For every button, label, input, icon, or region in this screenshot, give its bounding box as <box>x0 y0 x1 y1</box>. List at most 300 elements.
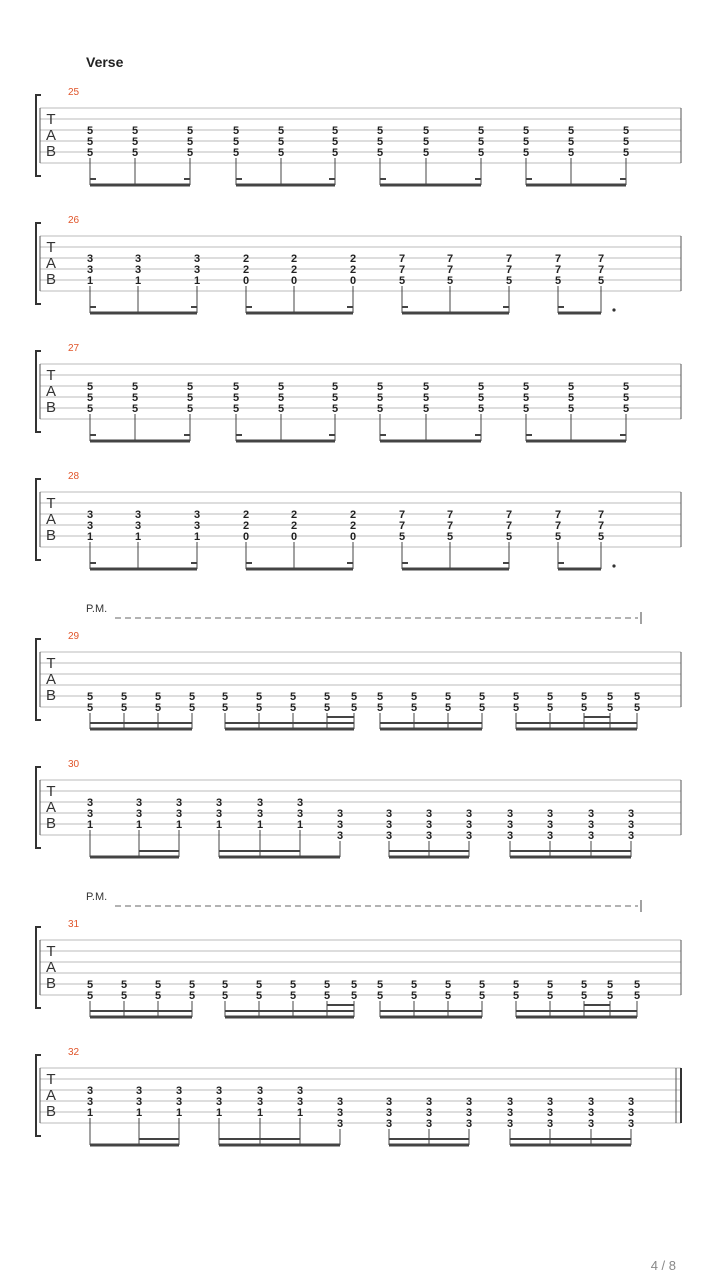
fret-number: 3 <box>587 1096 595 1108</box>
fret-number: 5 <box>410 990 418 1002</box>
fret-number: 5 <box>512 691 520 703</box>
fret-number: 5 <box>154 979 162 991</box>
fret-number: 2 <box>349 253 357 265</box>
fret-number: 3 <box>627 1096 635 1108</box>
fret-number: 5 <box>622 403 630 415</box>
fret-number: 5 <box>522 147 530 159</box>
fret-number: 5 <box>277 147 285 159</box>
fret-number: 5 <box>277 392 285 404</box>
measure-number: 28 <box>68 471 80 482</box>
fret-number: 1 <box>296 819 304 831</box>
fret-number: 3 <box>465 819 473 831</box>
fret-number: 5 <box>232 136 240 148</box>
fret-number: 3 <box>425 1096 433 1108</box>
fret-number: 5 <box>422 392 430 404</box>
fret-number: 5 <box>376 979 384 991</box>
fret-number: 3 <box>465 1107 473 1119</box>
fret-number: 5 <box>478 979 486 991</box>
fret-number: 5 <box>478 990 486 1002</box>
fret-number: 5 <box>546 979 554 991</box>
fret-number: 5 <box>323 979 331 991</box>
fret-number: 0 <box>349 275 357 287</box>
fret-number: 5 <box>554 531 562 543</box>
fret-number: 5 <box>350 979 358 991</box>
fret-number: 1 <box>193 531 201 543</box>
fret-number: 1 <box>256 819 264 831</box>
fret-number: 5 <box>622 136 630 148</box>
fret-number: 2 <box>290 264 298 276</box>
fret-number: 5 <box>478 691 486 703</box>
fret-number: 5 <box>120 990 128 1002</box>
fret-number: 5 <box>505 275 513 287</box>
fret-number: 3 <box>256 1085 264 1097</box>
fret-number: 3 <box>465 1118 473 1130</box>
fret-number: 3 <box>135 1085 143 1097</box>
fret-number: 5 <box>580 702 588 714</box>
fret-number: 5 <box>444 702 452 714</box>
fret-number: 5 <box>277 136 285 148</box>
fret-number: 5 <box>606 979 614 991</box>
fret-number: 5 <box>255 990 263 1002</box>
fret-number: 3 <box>425 830 433 842</box>
fret-number: 5 <box>331 381 339 393</box>
fret-number: 5 <box>376 392 384 404</box>
fret-number: 3 <box>425 819 433 831</box>
fret-number: 3 <box>587 1118 595 1130</box>
fret-number: 3 <box>627 819 635 831</box>
fret-number: 5 <box>350 702 358 714</box>
fret-number: 5 <box>232 403 240 415</box>
fret-number: 3 <box>193 253 201 265</box>
fret-number: 1 <box>135 819 143 831</box>
fret-number: 7 <box>505 264 513 276</box>
fret-number: 5 <box>512 990 520 1002</box>
fret-number: 5 <box>232 125 240 137</box>
fret-number: 5 <box>131 125 139 137</box>
fret-number: 5 <box>622 381 630 393</box>
fret-number: 3 <box>587 819 595 831</box>
fret-number: 5 <box>188 702 196 714</box>
fret-number: 5 <box>446 531 454 543</box>
fret-number: 5 <box>255 702 263 714</box>
fret-number: 3 <box>175 797 183 809</box>
fret-number: 5 <box>622 125 630 137</box>
fret-number: 7 <box>554 253 562 265</box>
fret-number: 1 <box>175 1107 183 1119</box>
fret-number: 2 <box>290 253 298 265</box>
fret-number: 7 <box>597 520 605 532</box>
fret-number: 3 <box>465 830 473 842</box>
fret-number: 5 <box>554 275 562 287</box>
fret-number: 5 <box>376 691 384 703</box>
fret-number: 5 <box>477 403 485 415</box>
fret-number: 3 <box>86 1085 94 1097</box>
fret-number: 3 <box>506 1118 514 1130</box>
fret-number: 5 <box>289 990 297 1002</box>
fret-number: 5 <box>505 531 513 543</box>
fret-number: 1 <box>135 1107 143 1119</box>
fret-number: 5 <box>580 691 588 703</box>
fret-number: 5 <box>633 702 641 714</box>
fret-number: 5 <box>522 136 530 148</box>
fret-number: 5 <box>221 979 229 991</box>
fret-number: 7 <box>597 264 605 276</box>
fret-number: 5 <box>86 125 94 137</box>
fret-number: 5 <box>289 979 297 991</box>
fret-number: 5 <box>376 702 384 714</box>
fret-number: 3 <box>336 1096 344 1108</box>
fret-number: 5 <box>633 990 641 1002</box>
fret-number: 3 <box>86 520 94 532</box>
measure-number: 26 <box>68 215 80 226</box>
fret-number: 1 <box>175 819 183 831</box>
fret-number: 5 <box>186 136 194 148</box>
fret-number: 5 <box>323 990 331 1002</box>
fret-number: 5 <box>410 979 418 991</box>
fret-number: 3 <box>506 1107 514 1119</box>
fret-number: 3 <box>134 509 142 521</box>
measure-number: 29 <box>68 631 80 642</box>
fret-number: 5 <box>567 136 575 148</box>
fret-number: 5 <box>567 125 575 137</box>
fret-number: 5 <box>567 392 575 404</box>
fret-number: 2 <box>349 264 357 276</box>
fret-number: 5 <box>86 702 94 714</box>
fret-number: 3 <box>336 1107 344 1119</box>
fret-number: 5 <box>86 691 94 703</box>
tab-letter: B <box>45 975 57 992</box>
fret-number: 7 <box>505 509 513 521</box>
fret-number: 3 <box>385 808 393 820</box>
fret-number: 5 <box>232 147 240 159</box>
fret-number: 5 <box>477 381 485 393</box>
fret-number: 5 <box>546 691 554 703</box>
fret-number: 5 <box>131 381 139 393</box>
fret-number: 1 <box>215 1107 223 1119</box>
tab-letter: A <box>45 1087 57 1104</box>
fret-number: 5 <box>186 381 194 393</box>
fret-number: 3 <box>256 808 264 820</box>
fret-number: 3 <box>587 1107 595 1119</box>
fret-number: 5 <box>422 136 430 148</box>
fret-number: 7 <box>554 520 562 532</box>
fret-number: 3 <box>193 509 201 521</box>
fret-number: 3 <box>506 808 514 820</box>
fret-number: 5 <box>580 979 588 991</box>
fret-number: 1 <box>86 1107 94 1119</box>
fret-number: 5 <box>323 702 331 714</box>
fret-number: 2 <box>290 509 298 521</box>
fret-number: 5 <box>232 381 240 393</box>
fret-number: 7 <box>398 520 406 532</box>
fret-number: 0 <box>349 531 357 543</box>
tab-letter: T <box>46 495 56 512</box>
fret-number: 5 <box>567 147 575 159</box>
fret-number: 3 <box>546 1118 554 1130</box>
fret-number: 3 <box>86 509 94 521</box>
fret-number: 5 <box>422 403 430 415</box>
fret-number: 3 <box>135 808 143 820</box>
fret-number: 5 <box>188 691 196 703</box>
measure-number: 31 <box>68 919 80 930</box>
fret-number: 5 <box>323 691 331 703</box>
fret-number: 5 <box>331 125 339 137</box>
fret-number: 5 <box>186 392 194 404</box>
fret-number: 5 <box>512 979 520 991</box>
fret-number: 1 <box>86 275 94 287</box>
tab-letter: A <box>45 959 57 976</box>
fret-number: 5 <box>580 990 588 1002</box>
fret-number: 5 <box>289 691 297 703</box>
fret-number: 5 <box>376 147 384 159</box>
fret-number: 5 <box>376 136 384 148</box>
fret-number: 7 <box>446 253 454 265</box>
fret-number: 5 <box>277 381 285 393</box>
fret-number: 5 <box>606 702 614 714</box>
fret-number: 3 <box>627 808 635 820</box>
fret-number: 5 <box>410 691 418 703</box>
tab-letter: T <box>46 783 56 800</box>
fret-number: 3 <box>193 264 201 276</box>
fret-number: 5 <box>422 125 430 137</box>
tab-letter: T <box>46 943 56 960</box>
fret-number: 1 <box>134 275 142 287</box>
tab-letter: A <box>45 671 57 688</box>
fret-number: 5 <box>622 147 630 159</box>
fret-number: 5 <box>567 403 575 415</box>
fret-number: 5 <box>255 979 263 991</box>
fret-number: 5 <box>546 702 554 714</box>
fret-number: 3 <box>546 1096 554 1108</box>
page-indicator: 4 / 8 <box>650 1258 676 1273</box>
tab-letter: A <box>45 511 57 528</box>
tab-letter: A <box>45 383 57 400</box>
fret-number: 1 <box>193 275 201 287</box>
fret-number: 1 <box>215 819 223 831</box>
dot <box>612 308 615 311</box>
fret-number: 5 <box>131 403 139 415</box>
fret-number: 7 <box>505 520 513 532</box>
fret-number: 3 <box>385 1118 393 1130</box>
fret-number: 5 <box>331 392 339 404</box>
fret-number: 1 <box>256 1107 264 1119</box>
fret-number: 5 <box>410 702 418 714</box>
measure-number: 27 <box>68 343 80 354</box>
fret-number: 5 <box>522 125 530 137</box>
fret-number: 3 <box>86 808 94 820</box>
fret-number: 3 <box>627 1107 635 1119</box>
fret-number: 3 <box>336 819 344 831</box>
fret-number: 3 <box>546 830 554 842</box>
tab-letter: T <box>46 1071 56 1088</box>
fret-number: 5 <box>86 392 94 404</box>
fret-number: 5 <box>376 381 384 393</box>
fret-number: 5 <box>86 147 94 159</box>
fret-number: 5 <box>86 381 94 393</box>
fret-number: 3 <box>385 830 393 842</box>
fret-number: 7 <box>446 509 454 521</box>
fret-number: 5 <box>232 392 240 404</box>
tab-letter: T <box>46 367 56 384</box>
fret-number: 5 <box>221 990 229 1002</box>
tab-letter: A <box>45 255 57 272</box>
fret-number: 7 <box>597 509 605 521</box>
fret-number: 5 <box>131 392 139 404</box>
fret-number: 3 <box>135 1096 143 1108</box>
fret-number: 5 <box>221 691 229 703</box>
fret-number: 5 <box>188 979 196 991</box>
fret-number: 3 <box>296 808 304 820</box>
fret-number: 5 <box>477 392 485 404</box>
tab-letter: B <box>45 399 57 416</box>
fret-number: 5 <box>597 275 605 287</box>
fret-number: 3 <box>506 830 514 842</box>
fret-number: 5 <box>444 691 452 703</box>
fret-number: 3 <box>336 830 344 842</box>
fret-number: 2 <box>290 520 298 532</box>
fret-number: 3 <box>425 808 433 820</box>
fret-number: 5 <box>522 392 530 404</box>
fret-number: 5 <box>186 125 194 137</box>
fret-number: 2 <box>349 509 357 521</box>
fret-number: 3 <box>587 830 595 842</box>
fret-number: 3 <box>215 797 223 809</box>
fret-number: 3 <box>546 819 554 831</box>
measure-number: 30 <box>68 759 80 770</box>
fret-number: 5 <box>120 979 128 991</box>
fret-number: 3 <box>385 1096 393 1108</box>
fret-number: 0 <box>290 275 298 287</box>
fret-number: 5 <box>154 702 162 714</box>
fret-number: 2 <box>242 253 250 265</box>
fret-number: 3 <box>134 264 142 276</box>
palm-mute-label: P.M. <box>86 891 108 903</box>
fret-number: 3 <box>336 1118 344 1130</box>
fret-number: 5 <box>622 392 630 404</box>
fret-number: 0 <box>290 531 298 543</box>
fret-number: 3 <box>506 1096 514 1108</box>
fret-number: 5 <box>376 125 384 137</box>
fret-number: 7 <box>446 520 454 532</box>
fret-number: 5 <box>606 691 614 703</box>
fret-number: 5 <box>398 531 406 543</box>
fret-number: 5 <box>154 990 162 1002</box>
fret-number: 3 <box>215 1096 223 1108</box>
fret-number: 5 <box>512 702 520 714</box>
fret-number: 3 <box>296 797 304 809</box>
fret-number: 5 <box>331 403 339 415</box>
fret-number: 5 <box>331 147 339 159</box>
fret-number: 7 <box>597 253 605 265</box>
fret-number: 1 <box>86 531 94 543</box>
fret-number: 5 <box>422 147 430 159</box>
fret-number: 3 <box>215 1085 223 1097</box>
section-title: Verse <box>86 54 124 70</box>
fret-number: 5 <box>277 125 285 137</box>
palm-mute-label: P.M. <box>86 603 108 615</box>
fret-number: 5 <box>186 403 194 415</box>
fret-number: 1 <box>134 531 142 543</box>
fret-number: 5 <box>444 990 452 1002</box>
fret-number: 1 <box>86 819 94 831</box>
fret-number: 5 <box>633 979 641 991</box>
fret-number: 7 <box>505 253 513 265</box>
fret-number: 5 <box>522 381 530 393</box>
fret-number: 3 <box>86 1096 94 1108</box>
fret-number: 5 <box>186 147 194 159</box>
fret-number: 3 <box>296 1085 304 1097</box>
fret-number: 2 <box>242 509 250 521</box>
fret-number: 5 <box>477 136 485 148</box>
tab-letter: B <box>45 271 57 288</box>
fret-number: 3 <box>135 797 143 809</box>
fret-number: 7 <box>398 253 406 265</box>
fret-number: 3 <box>175 1085 183 1097</box>
fret-number: 3 <box>506 819 514 831</box>
fret-number: 5 <box>350 990 358 1002</box>
fret-number: 3 <box>385 1107 393 1119</box>
fret-number: 5 <box>376 990 384 1002</box>
tab-letter: B <box>45 527 57 544</box>
tab-letter: B <box>45 687 57 704</box>
fret-number: 3 <box>425 1118 433 1130</box>
fret-number: 3 <box>627 1118 635 1130</box>
fret-number: 5 <box>277 403 285 415</box>
fret-number: 5 <box>86 979 94 991</box>
fret-number: 3 <box>193 520 201 532</box>
fret-number: 5 <box>188 990 196 1002</box>
fret-number: 3 <box>546 1107 554 1119</box>
fret-number: 3 <box>175 1096 183 1108</box>
fret-number: 5 <box>522 403 530 415</box>
tab-letter: T <box>46 239 56 256</box>
fret-number: 5 <box>633 691 641 703</box>
fret-number: 3 <box>175 808 183 820</box>
fret-number: 3 <box>385 819 393 831</box>
measure-number: 32 <box>68 1047 80 1058</box>
fret-number: 5 <box>221 702 229 714</box>
fret-number: 5 <box>376 403 384 415</box>
fret-number: 5 <box>120 691 128 703</box>
fret-number: 5 <box>546 990 554 1002</box>
tab-letter: A <box>45 127 57 144</box>
fret-number: 0 <box>242 531 250 543</box>
fret-number: 3 <box>465 1096 473 1108</box>
fret-number: 7 <box>398 509 406 521</box>
fret-number: 5 <box>422 381 430 393</box>
fret-number: 5 <box>597 531 605 543</box>
fret-number: 2 <box>242 520 250 532</box>
fret-number: 5 <box>289 702 297 714</box>
measure-number: 25 <box>68 87 80 98</box>
fret-number: 5 <box>331 136 339 148</box>
fret-number: 3 <box>86 253 94 265</box>
fret-number: 3 <box>86 264 94 276</box>
fret-number: 3 <box>425 1107 433 1119</box>
fret-number: 2 <box>349 520 357 532</box>
fret-number: 5 <box>86 136 94 148</box>
fret-number: 7 <box>554 264 562 276</box>
fret-number: 3 <box>215 808 223 820</box>
fret-number: 3 <box>256 797 264 809</box>
fret-number: 3 <box>134 520 142 532</box>
fret-number: 3 <box>587 808 595 820</box>
fret-number: 5 <box>350 691 358 703</box>
fret-number: 7 <box>554 509 562 521</box>
fret-number: 2 <box>242 264 250 276</box>
fret-number: 3 <box>296 1096 304 1108</box>
fret-number: 3 <box>134 253 142 265</box>
